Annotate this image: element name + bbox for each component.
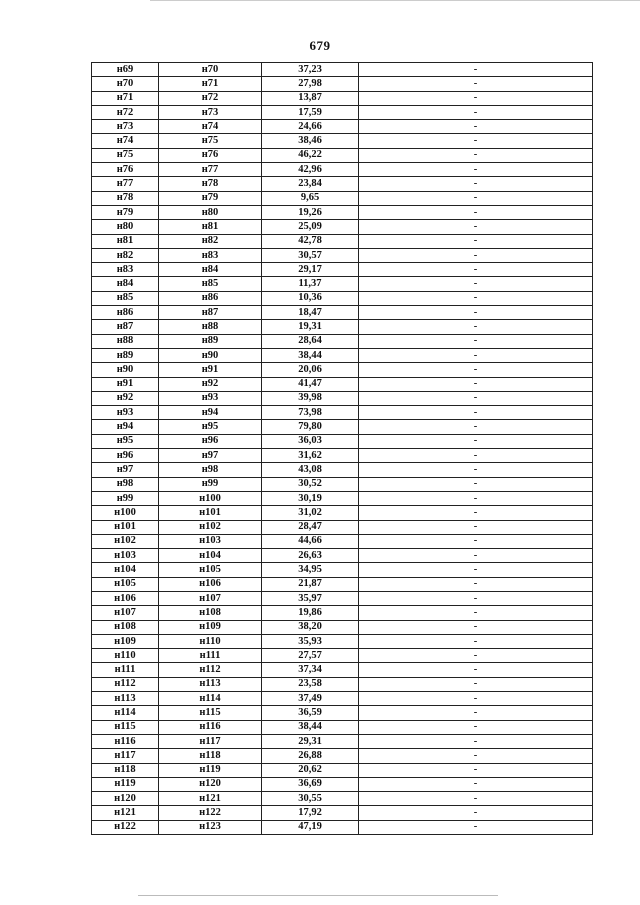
table-container xyxy=(91,62,593,835)
distance-cell: 43,08 xyxy=(262,463,359,477)
distance-cell: 23,58 xyxy=(262,677,359,691)
note-cell: - xyxy=(359,534,593,548)
distance-cell: 34,95 xyxy=(262,563,359,577)
point-to-cell: н81 xyxy=(159,220,262,234)
distance-cell: 21,87 xyxy=(262,577,359,591)
table-row xyxy=(92,777,593,791)
point-to-cell: н120 xyxy=(159,777,262,791)
table-row xyxy=(92,463,593,477)
point-from-cell: н82 xyxy=(92,248,159,262)
note-cell: - xyxy=(359,205,593,219)
note-cell: - xyxy=(359,777,593,791)
point-to-cell: н121 xyxy=(159,792,262,806)
point-from-cell: н107 xyxy=(92,606,159,620)
table-row xyxy=(92,63,593,77)
table-row xyxy=(92,234,593,248)
point-to-cell: н87 xyxy=(159,306,262,320)
note-cell: - xyxy=(359,763,593,777)
table-row xyxy=(92,820,593,834)
table-row xyxy=(92,577,593,591)
point-to-cell: н101 xyxy=(159,506,262,520)
table-row xyxy=(92,520,593,534)
note-cell: - xyxy=(359,348,593,362)
point-to-cell: н91 xyxy=(159,363,262,377)
table-row xyxy=(92,306,593,320)
point-to-cell: н90 xyxy=(159,348,262,362)
point-to-cell: н99 xyxy=(159,477,262,491)
point-from-cell: н120 xyxy=(92,792,159,806)
note-cell: - xyxy=(359,620,593,634)
point-to-cell: н86 xyxy=(159,291,262,305)
note-cell: - xyxy=(359,220,593,234)
table-row xyxy=(92,763,593,777)
note-cell: - xyxy=(359,591,593,605)
distance-cell: 35,97 xyxy=(262,591,359,605)
table-row xyxy=(92,77,593,91)
point-to-cell: н73 xyxy=(159,105,262,119)
point-from-cell: н72 xyxy=(92,105,159,119)
note-cell: - xyxy=(359,363,593,377)
point-from-cell: н105 xyxy=(92,577,159,591)
point-to-cell: н74 xyxy=(159,120,262,134)
table-row xyxy=(92,363,593,377)
distance-cell: 37,49 xyxy=(262,692,359,706)
note-cell: - xyxy=(359,306,593,320)
distance-cell: 42,96 xyxy=(262,163,359,177)
point-to-cell: н103 xyxy=(159,534,262,548)
point-from-cell: н70 xyxy=(92,77,159,91)
table-row xyxy=(92,377,593,391)
point-to-cell: н76 xyxy=(159,148,262,162)
note-cell: - xyxy=(359,406,593,420)
table-row xyxy=(92,620,593,634)
point-from-cell: н108 xyxy=(92,620,159,634)
table-row xyxy=(92,563,593,577)
note-cell: - xyxy=(359,692,593,706)
point-from-cell: н78 xyxy=(92,191,159,205)
distance-cell: 41,47 xyxy=(262,377,359,391)
point-from-cell: н76 xyxy=(92,163,159,177)
point-to-cell: н122 xyxy=(159,806,262,820)
table-row xyxy=(92,91,593,105)
distance-cell: 46,22 xyxy=(262,148,359,162)
note-cell: - xyxy=(359,191,593,205)
point-from-cell: н119 xyxy=(92,777,159,791)
note-cell: - xyxy=(359,77,593,91)
table-row xyxy=(92,734,593,748)
distance-cell: 47,19 xyxy=(262,820,359,834)
point-to-cell: н114 xyxy=(159,692,262,706)
point-to-cell: н109 xyxy=(159,620,262,634)
note-cell: - xyxy=(359,706,593,720)
point-to-cell: н70 xyxy=(159,63,262,77)
point-to-cell: н95 xyxy=(159,420,262,434)
point-from-cell: н115 xyxy=(92,720,159,734)
note-cell: - xyxy=(359,506,593,520)
point-to-cell: н71 xyxy=(159,77,262,91)
table-row xyxy=(92,248,593,262)
table-row xyxy=(92,692,593,706)
table-row xyxy=(92,391,593,405)
note-cell: - xyxy=(359,549,593,563)
distance-cell: 20,62 xyxy=(262,763,359,777)
note-cell: - xyxy=(359,649,593,663)
distance-cell: 26,63 xyxy=(262,549,359,563)
note-cell: - xyxy=(359,520,593,534)
table-row xyxy=(92,191,593,205)
point-to-cell: н108 xyxy=(159,606,262,620)
top-edge-line xyxy=(150,0,640,1)
distance-cell: 18,47 xyxy=(262,306,359,320)
note-cell: - xyxy=(359,63,593,77)
distance-cell: 9,65 xyxy=(262,191,359,205)
point-to-cell: н97 xyxy=(159,449,262,463)
point-from-cell: н97 xyxy=(92,463,159,477)
point-from-cell: н77 xyxy=(92,177,159,191)
point-from-cell: н81 xyxy=(92,234,159,248)
table-row xyxy=(92,606,593,620)
point-to-cell: н107 xyxy=(159,591,262,605)
point-from-cell: н73 xyxy=(92,120,159,134)
distance-cell: 30,19 xyxy=(262,491,359,505)
point-to-cell: н83 xyxy=(159,248,262,262)
point-from-cell: н74 xyxy=(92,134,159,148)
distance-cell: 31,02 xyxy=(262,506,359,520)
distance-cell: 30,55 xyxy=(262,792,359,806)
point-from-cell: н91 xyxy=(92,377,159,391)
point-from-cell: н98 xyxy=(92,477,159,491)
distance-cell: 37,23 xyxy=(262,63,359,77)
distance-cell: 17,92 xyxy=(262,806,359,820)
table-row xyxy=(92,591,593,605)
table-row xyxy=(92,663,593,677)
point-from-cell: н90 xyxy=(92,363,159,377)
point-from-cell: н85 xyxy=(92,291,159,305)
table-row xyxy=(92,105,593,119)
distance-cell: 79,80 xyxy=(262,420,359,434)
point-from-cell: н106 xyxy=(92,591,159,605)
table-row xyxy=(92,434,593,448)
table-row xyxy=(92,534,593,548)
note-cell: - xyxy=(359,105,593,119)
table-row xyxy=(92,120,593,134)
point-to-cell: н105 xyxy=(159,563,262,577)
point-to-cell: н94 xyxy=(159,406,262,420)
point-to-cell: н113 xyxy=(159,677,262,691)
note-cell: - xyxy=(359,463,593,477)
point-from-cell: н121 xyxy=(92,806,159,820)
point-to-cell: н88 xyxy=(159,320,262,334)
point-to-cell: н115 xyxy=(159,706,262,720)
point-to-cell: н116 xyxy=(159,720,262,734)
table-row xyxy=(92,649,593,663)
point-to-cell: н98 xyxy=(159,463,262,477)
note-cell: - xyxy=(359,677,593,691)
point-to-cell: н72 xyxy=(159,91,262,105)
note-cell: - xyxy=(359,606,593,620)
note-cell: - xyxy=(359,234,593,248)
distance-cell: 28,64 xyxy=(262,334,359,348)
distance-cell: 36,69 xyxy=(262,777,359,791)
point-to-cell: н85 xyxy=(159,277,262,291)
point-from-cell: н94 xyxy=(92,420,159,434)
point-to-cell: н78 xyxy=(159,177,262,191)
point-from-cell: н116 xyxy=(92,734,159,748)
table-row xyxy=(92,449,593,463)
point-from-cell: н86 xyxy=(92,306,159,320)
point-from-cell: н89 xyxy=(92,348,159,362)
note-cell: - xyxy=(359,734,593,748)
table-row xyxy=(92,549,593,563)
distance-cell: 25,09 xyxy=(262,220,359,234)
point-from-cell: н88 xyxy=(92,334,159,348)
note-cell: - xyxy=(359,248,593,262)
table-row xyxy=(92,348,593,362)
distance-cell: 42,78 xyxy=(262,234,359,248)
table-row xyxy=(92,749,593,763)
point-from-cell: н95 xyxy=(92,434,159,448)
table-row xyxy=(92,148,593,162)
point-to-cell: н89 xyxy=(159,334,262,348)
table-row xyxy=(92,334,593,348)
point-from-cell: н109 xyxy=(92,634,159,648)
distance-cell: 29,17 xyxy=(262,263,359,277)
distance-cell: 39,98 xyxy=(262,391,359,405)
point-to-cell: н80 xyxy=(159,205,262,219)
table-row xyxy=(92,163,593,177)
point-from-cell: н122 xyxy=(92,820,159,834)
note-cell: - xyxy=(359,477,593,491)
note-cell: - xyxy=(359,320,593,334)
table-row xyxy=(92,263,593,277)
distance-cell: 28,47 xyxy=(262,520,359,534)
note-cell: - xyxy=(359,391,593,405)
point-from-cell: н111 xyxy=(92,663,159,677)
table-body xyxy=(92,63,593,835)
note-cell: - xyxy=(359,148,593,162)
note-cell: - xyxy=(359,720,593,734)
point-from-cell: н80 xyxy=(92,220,159,234)
note-cell: - xyxy=(359,163,593,177)
table-row xyxy=(92,792,593,806)
point-to-cell: н100 xyxy=(159,491,262,505)
point-to-cell: н92 xyxy=(159,377,262,391)
point-from-cell: н101 xyxy=(92,520,159,534)
note-cell: - xyxy=(359,449,593,463)
distance-cell: 44,66 xyxy=(262,534,359,548)
distance-cell: 19,86 xyxy=(262,606,359,620)
distance-cell: 38,44 xyxy=(262,720,359,734)
table-row xyxy=(92,291,593,305)
point-from-cell: н79 xyxy=(92,205,159,219)
point-from-cell: н96 xyxy=(92,449,159,463)
distance-cell: 11,37 xyxy=(262,277,359,291)
point-from-cell: н69 xyxy=(92,63,159,77)
note-cell: - xyxy=(359,263,593,277)
point-to-cell: н123 xyxy=(159,820,262,834)
point-to-cell: н82 xyxy=(159,234,262,248)
distance-cell: 10,36 xyxy=(262,291,359,305)
distance-cell: 26,88 xyxy=(262,749,359,763)
point-from-cell: н103 xyxy=(92,549,159,563)
table-row xyxy=(92,491,593,505)
point-from-cell: н104 xyxy=(92,563,159,577)
note-cell: - xyxy=(359,91,593,105)
point-from-cell: н84 xyxy=(92,277,159,291)
table-row xyxy=(92,806,593,820)
point-from-cell: н117 xyxy=(92,749,159,763)
point-from-cell: н100 xyxy=(92,506,159,520)
table-row xyxy=(92,634,593,648)
note-cell: - xyxy=(359,792,593,806)
note-cell: - xyxy=(359,634,593,648)
distance-cell: 36,59 xyxy=(262,706,359,720)
distance-cell: 17,59 xyxy=(262,105,359,119)
note-cell: - xyxy=(359,120,593,134)
note-cell: - xyxy=(359,177,593,191)
point-from-cell: н71 xyxy=(92,91,159,105)
point-from-cell: н93 xyxy=(92,406,159,420)
note-cell: - xyxy=(359,806,593,820)
bottom-edge-line xyxy=(138,895,498,896)
point-from-cell: н87 xyxy=(92,320,159,334)
table-row xyxy=(92,205,593,219)
point-from-cell: н110 xyxy=(92,649,159,663)
point-to-cell: н104 xyxy=(159,549,262,563)
distance-cell: 27,98 xyxy=(262,77,359,91)
point-to-cell: н110 xyxy=(159,634,262,648)
point-to-cell: н111 xyxy=(159,649,262,663)
boundary-points-table xyxy=(91,62,593,835)
note-cell: - xyxy=(359,434,593,448)
table-row xyxy=(92,677,593,691)
point-to-cell: н96 xyxy=(159,434,262,448)
note-cell: - xyxy=(359,577,593,591)
distance-cell: 38,44 xyxy=(262,348,359,362)
point-from-cell: н75 xyxy=(92,148,159,162)
note-cell: - xyxy=(359,334,593,348)
point-to-cell: н118 xyxy=(159,749,262,763)
point-from-cell: н99 xyxy=(92,491,159,505)
distance-cell: 13,87 xyxy=(262,91,359,105)
point-from-cell: н112 xyxy=(92,677,159,691)
point-to-cell: н84 xyxy=(159,263,262,277)
table-row xyxy=(92,320,593,334)
point-to-cell: н75 xyxy=(159,134,262,148)
distance-cell: 19,26 xyxy=(262,205,359,219)
note-cell: - xyxy=(359,820,593,834)
note-cell: - xyxy=(359,377,593,391)
note-cell: - xyxy=(359,663,593,677)
table-row xyxy=(92,420,593,434)
distance-cell: 19,31 xyxy=(262,320,359,334)
point-from-cell: н118 xyxy=(92,763,159,777)
distance-cell: 73,98 xyxy=(262,406,359,420)
note-cell: - xyxy=(359,749,593,763)
table-row xyxy=(92,177,593,191)
distance-cell: 29,31 xyxy=(262,734,359,748)
point-to-cell: н117 xyxy=(159,734,262,748)
table-row xyxy=(92,277,593,291)
point-to-cell: н79 xyxy=(159,191,262,205)
distance-cell: 30,57 xyxy=(262,248,359,262)
table-row xyxy=(92,506,593,520)
table-row xyxy=(92,720,593,734)
table-row xyxy=(92,406,593,420)
distance-cell: 37,34 xyxy=(262,663,359,677)
note-cell: - xyxy=(359,491,593,505)
point-from-cell: н92 xyxy=(92,391,159,405)
point-from-cell: н83 xyxy=(92,263,159,277)
note-cell: - xyxy=(359,420,593,434)
note-cell: - xyxy=(359,134,593,148)
point-from-cell: н114 xyxy=(92,706,159,720)
point-from-cell: н102 xyxy=(92,534,159,548)
distance-cell: 36,03 xyxy=(262,434,359,448)
point-to-cell: н93 xyxy=(159,391,262,405)
distance-cell: 20,06 xyxy=(262,363,359,377)
distance-cell: 35,93 xyxy=(262,634,359,648)
note-cell: - xyxy=(359,563,593,577)
table-row xyxy=(92,477,593,491)
point-to-cell: н106 xyxy=(159,577,262,591)
point-to-cell: н77 xyxy=(159,163,262,177)
point-to-cell: н112 xyxy=(159,663,262,677)
distance-cell: 38,46 xyxy=(262,134,359,148)
distance-cell: 23,84 xyxy=(262,177,359,191)
point-to-cell: н102 xyxy=(159,520,262,534)
page-number: 679 xyxy=(309,38,331,53)
distance-cell: 38,20 xyxy=(262,620,359,634)
distance-cell: 30,52 xyxy=(262,477,359,491)
distance-cell: 24,66 xyxy=(262,120,359,134)
note-cell: - xyxy=(359,291,593,305)
note-cell: - xyxy=(359,277,593,291)
table-row xyxy=(92,706,593,720)
distance-cell: 31,62 xyxy=(262,449,359,463)
table-row xyxy=(92,134,593,148)
point-to-cell: н119 xyxy=(159,763,262,777)
table-row xyxy=(92,220,593,234)
point-from-cell: н113 xyxy=(92,692,159,706)
distance-cell: 27,57 xyxy=(262,649,359,663)
